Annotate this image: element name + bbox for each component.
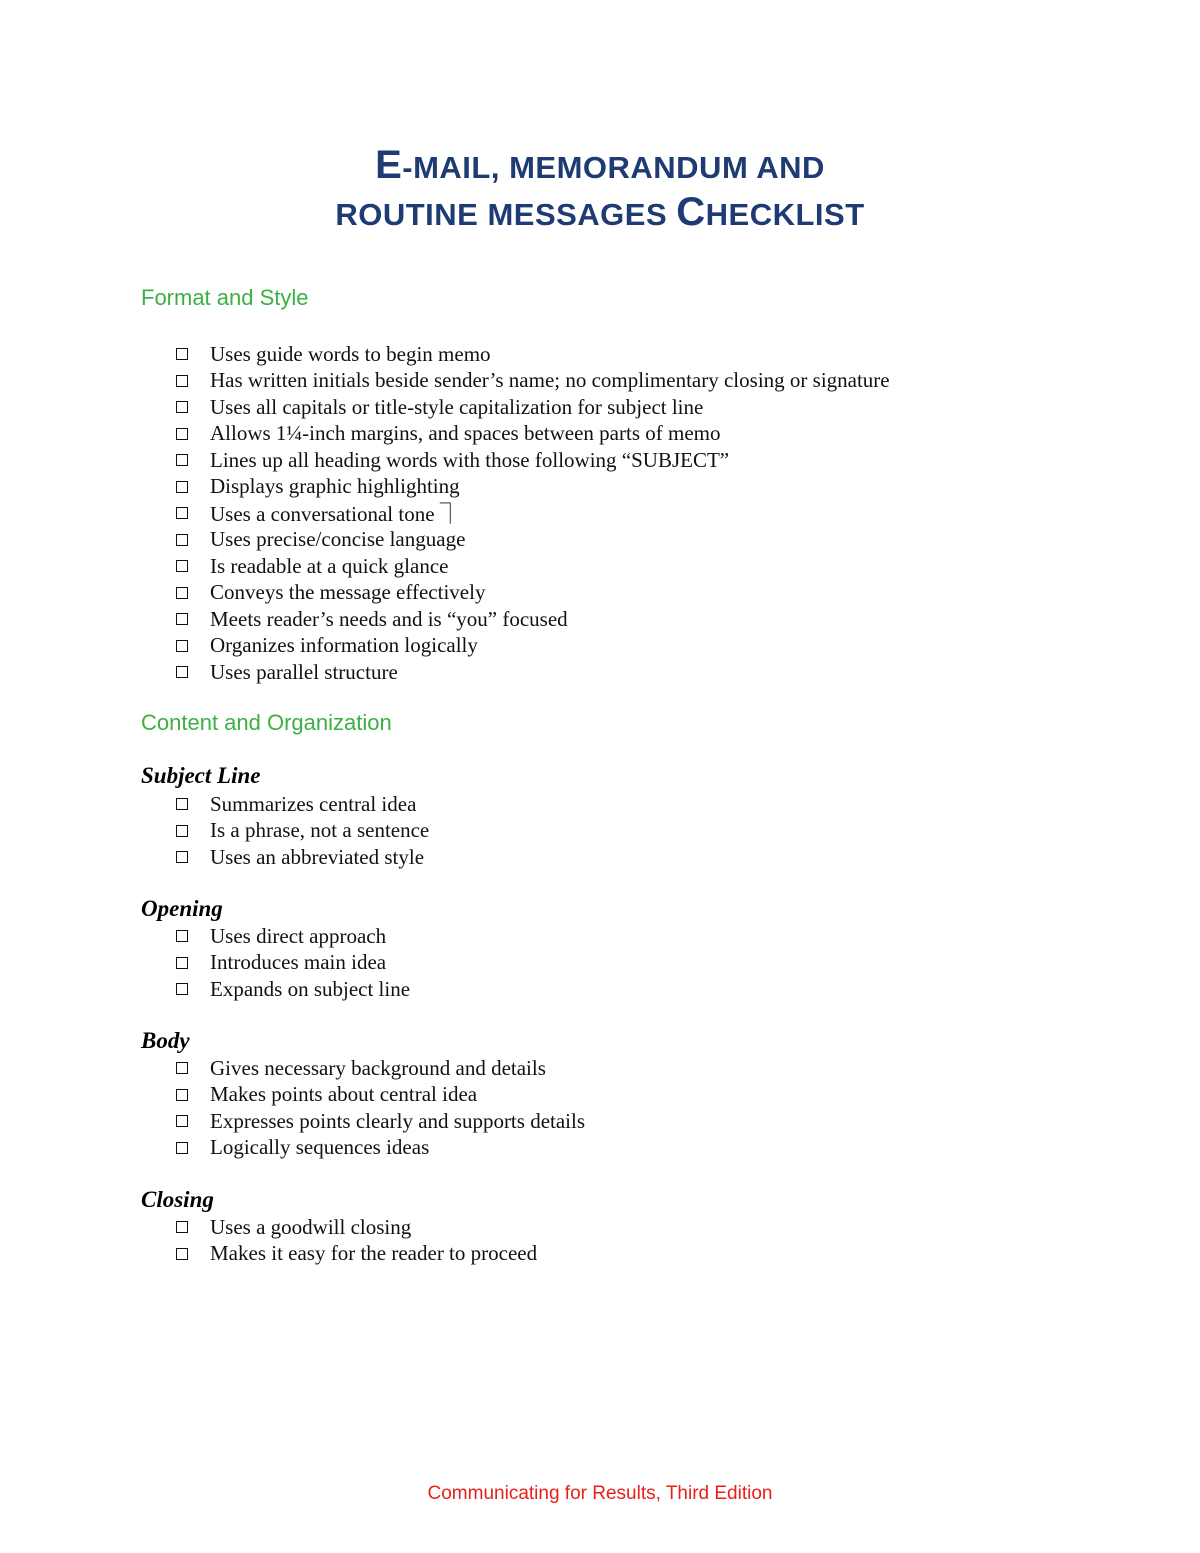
checklist-item-label: Meets reader’s needs and is “you” focused bbox=[210, 606, 568, 631]
checklist-item-label: Gives necessary background and details bbox=[210, 1055, 546, 1080]
checkbox-icon[interactable] bbox=[176, 983, 188, 995]
checklist-item[interactable] bbox=[176, 394, 890, 421]
checklist-item-label: Uses direct approach bbox=[210, 923, 387, 948]
checklist-item-label: Makes points about central idea bbox=[210, 1082, 478, 1107]
checklist-item[interactable] bbox=[176, 950, 410, 977]
checklist-item-label: Summarizes central idea bbox=[210, 791, 417, 816]
subhead-closing: Closing bbox=[141, 1187, 214, 1212]
checklist-item[interactable] bbox=[176, 1135, 585, 1162]
checkbox-icon[interactable] bbox=[176, 666, 188, 678]
checklist-item-label: Allows 1¼-inch margins, and spaces between parts of memo bbox=[210, 421, 721, 446]
document-title-line-1 bbox=[0, 142, 1200, 191]
checklist-item[interactable] bbox=[176, 368, 890, 395]
checklist-item[interactable] bbox=[176, 341, 890, 368]
checkbox-icon[interactable] bbox=[176, 454, 188, 466]
checkbox-icon[interactable] bbox=[176, 613, 188, 625]
checklist-item-label: Displays graphic highlighting bbox=[210, 474, 460, 499]
checklist-item-label: Logically sequences ideas bbox=[210, 1135, 430, 1160]
checklist-item[interactable] bbox=[176, 421, 890, 448]
section-heading-format-style: Format and Style bbox=[141, 285, 309, 310]
checklist-item-label: Uses guide words to begin memo bbox=[210, 341, 491, 366]
title-initial-c: C bbox=[676, 190, 706, 234]
checkbox-icon[interactable] bbox=[176, 1089, 188, 1101]
checkbox-icon[interactable] bbox=[176, 348, 188, 360]
checklist-item[interactable] bbox=[176, 474, 890, 501]
checklist-item-label: Organizes information logically bbox=[210, 633, 478, 658]
checklist-item[interactable] bbox=[176, 1055, 585, 1082]
checkbox-icon[interactable] bbox=[176, 507, 188, 519]
checkbox-icon[interactable] bbox=[176, 534, 188, 546]
checklist-item-label: Uses a conversational tone ⏋ bbox=[210, 502, 461, 527]
checkbox-icon[interactable] bbox=[176, 560, 188, 572]
checkbox-icon[interactable] bbox=[176, 1248, 188, 1260]
title-line-1-rest: -MAIL, MEMORANDUM AND bbox=[402, 150, 825, 185]
checkbox-icon[interactable] bbox=[176, 825, 188, 837]
subhead-body: Body bbox=[141, 1028, 190, 1053]
title-line-2-first: ROUTINE MESSAGES bbox=[335, 197, 677, 232]
checklist-item[interactable] bbox=[176, 1214, 537, 1241]
checklist-item[interactable] bbox=[176, 976, 410, 1003]
body-checklist bbox=[176, 1055, 585, 1161]
checklist-item-label: Introduces main idea bbox=[210, 950, 387, 975]
checklist-item-label: Lines up all heading words with those following “SUBJECT” bbox=[210, 447, 730, 472]
checklist-item-label: Uses all capitals or title-style capitalization for subject line bbox=[210, 394, 704, 419]
checklist-item-label: Uses an abbreviated style bbox=[210, 844, 425, 869]
checkbox-icon[interactable] bbox=[176, 428, 188, 440]
checkbox-icon[interactable] bbox=[176, 798, 188, 810]
subhead-opening: Opening bbox=[141, 896, 223, 921]
checkbox-icon[interactable] bbox=[176, 401, 188, 413]
checklist-item[interactable] bbox=[176, 818, 429, 845]
format-style-checklist bbox=[176, 341, 890, 686]
checklist-item[interactable] bbox=[176, 527, 890, 554]
checkbox-icon[interactable] bbox=[176, 1115, 188, 1127]
closing-checklist bbox=[176, 1214, 537, 1267]
checklist-item[interactable] bbox=[176, 923, 410, 950]
checklist-item[interactable] bbox=[176, 606, 890, 633]
checklist-item-label: Makes it easy for the reader to proceed bbox=[210, 1241, 538, 1266]
subject-line-checklist bbox=[176, 791, 429, 871]
checkbox-icon[interactable] bbox=[176, 930, 188, 942]
checklist-item-label: Expresses points clearly and supports details bbox=[210, 1108, 586, 1133]
checkbox-icon[interactable] bbox=[176, 1221, 188, 1233]
checklist-item[interactable] bbox=[176, 500, 890, 527]
checkbox-icon[interactable] bbox=[176, 587, 188, 599]
page-footer: Communicating for Results, Third Edition bbox=[427, 1483, 773, 1504]
checklist-item-label: Uses a goodwill closing bbox=[210, 1214, 412, 1239]
checklist-item[interactable] bbox=[176, 1241, 537, 1268]
title-line-2-rest: HECKLIST bbox=[705, 197, 865, 232]
checklist-item[interactable] bbox=[176, 553, 890, 580]
checkbox-icon[interactable] bbox=[176, 1062, 188, 1074]
checklist-item[interactable] bbox=[176, 1082, 585, 1109]
checklist-item-label: Is readable at a quick glance bbox=[210, 553, 449, 578]
section-heading-content-organization: Content and Organization bbox=[141, 710, 392, 735]
opening-checklist bbox=[176, 923, 410, 1003]
checklist-item[interactable] bbox=[176, 447, 890, 474]
checklist-item-label: Expands on subject line bbox=[210, 976, 411, 1001]
checklist-item[interactable] bbox=[176, 791, 429, 818]
checklist-item[interactable] bbox=[176, 580, 890, 607]
title-initial-e: E bbox=[375, 143, 403, 187]
checkbox-icon[interactable] bbox=[176, 957, 188, 969]
checklist-item-label: Uses precise/concise language bbox=[210, 527, 466, 552]
checkbox-icon[interactable] bbox=[176, 1142, 188, 1154]
checkbox-icon[interactable] bbox=[176, 375, 188, 387]
checklist-item-label: Conveys the message effectively bbox=[210, 580, 486, 605]
checkbox-icon[interactable] bbox=[176, 640, 188, 652]
checkbox-icon[interactable] bbox=[176, 851, 188, 863]
checklist-item[interactable] bbox=[176, 1108, 585, 1135]
document-title-line-2 bbox=[0, 189, 1200, 238]
checklist-item[interactable] bbox=[176, 844, 429, 871]
checklist-item[interactable] bbox=[176, 633, 890, 660]
checkbox-icon[interactable] bbox=[176, 481, 188, 493]
checklist-item-label: Is a phrase, not a sentence bbox=[210, 818, 430, 843]
checklist-item-label: Uses parallel structure bbox=[210, 659, 398, 684]
checklist-item[interactable] bbox=[176, 659, 890, 686]
checklist-item-label: Has written initials beside sender’s name; no complimentary closing or signature bbox=[210, 368, 890, 393]
subhead-subject-line: Subject Line bbox=[141, 763, 261, 788]
